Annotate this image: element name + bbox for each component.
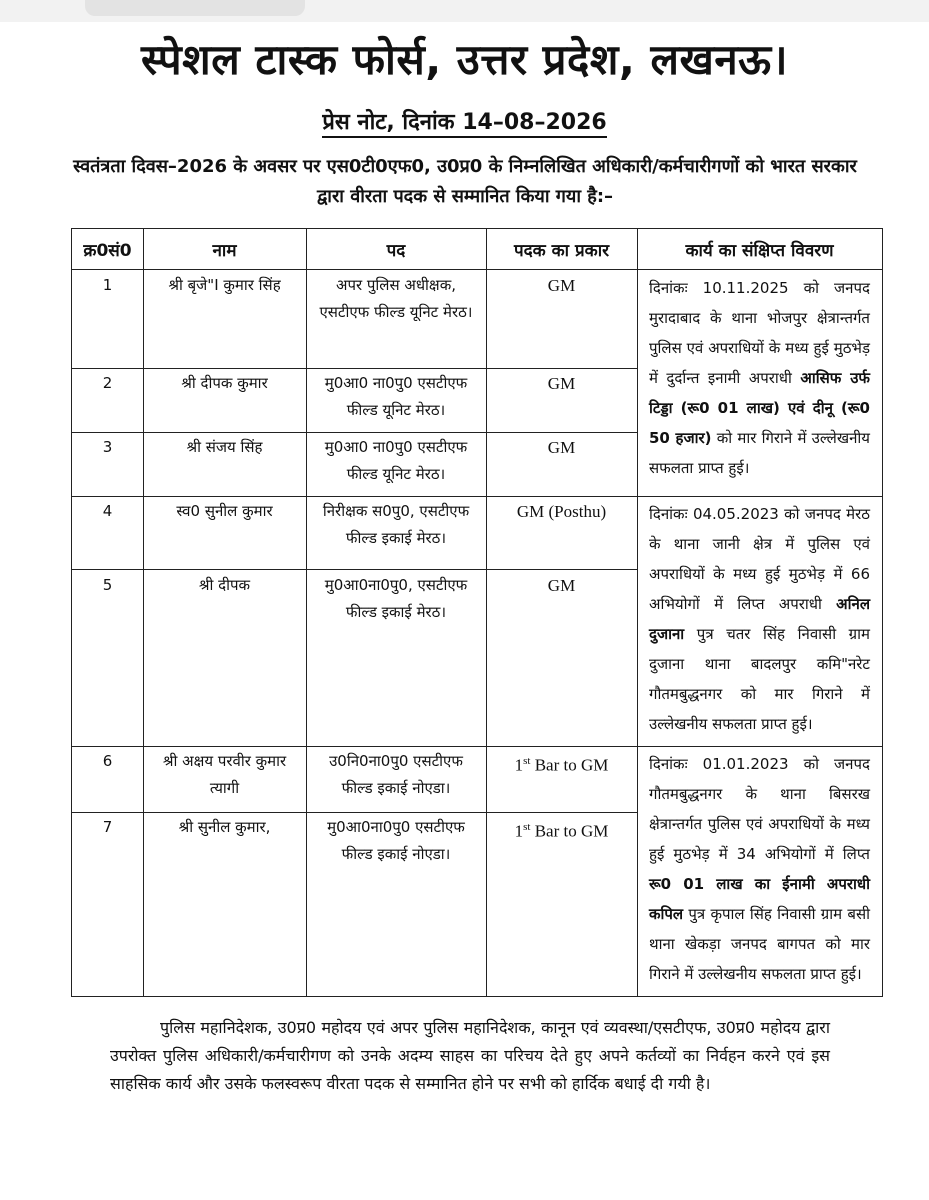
table-row-4-name: स्व0 सुनील कुमार (176, 502, 273, 520)
header-name: नाम (212, 240, 237, 261)
row-divider (72, 812, 637, 813)
table-row-7-medal (486, 814, 637, 845)
row-divider (72, 569, 637, 570)
table-row-7-name: श्री सुनील कुमार, (178, 818, 271, 836)
table-row-5-medal: GM (547, 576, 576, 595)
table-row-6-sno: 6 (102, 752, 113, 770)
table-row-7-post: मु0आ0ना0पु0 एसटीएफ फील्ड इकाई नोएडा। (327, 818, 465, 863)
description-text: को मार गिराने में उल्लेखनीय सफलता प्राप्त हुई। (649, 429, 871, 477)
medal-ordinal-suffix: st (523, 755, 531, 767)
table-row-6-post: उ0नि0ना0पु0 एसटीएफ फील्ड इकाई नोएडा। (329, 752, 463, 797)
table-row-2-name: श्री दीपक कुमार (181, 374, 268, 392)
header-desc: कार्य का संक्षिप्त विवरण (685, 240, 834, 261)
table-row-2-medal: GM (547, 374, 576, 393)
description-group-2 (637, 499, 882, 739)
table-row-7-sno: 7 (102, 818, 113, 836)
viewer-tab-handle[interactable] (85, 0, 305, 16)
press-note-text: प्रेस नोट, दिनांक 14–08–2026 (322, 110, 606, 138)
medal-ordinal-suffix: st (523, 821, 531, 833)
description-bold: अनिल दुजाना (649, 595, 870, 643)
description-group-3 (637, 749, 882, 989)
description-text: पुत्र कृपाल सिंह निवासी ग्राम बसी थाना खेकड़ा जनपद बागपत को मार गिराने में उल्लेखनीय सफलता प्राप्त हुई। (649, 905, 870, 983)
description-text: दिनांकः 04.05.2023 को जनपद मेरठ के थाना जानी क्षेत्र में पुलिस एवं अपराधियों के मध्य हुई मुठभेड़ में 66 अभियोगों में लिप्त अपराधी (649, 505, 870, 613)
table-row-3-sno: 3 (102, 438, 113, 456)
table-row-3-medal: GM (547, 438, 576, 457)
header-post: पद (386, 240, 406, 261)
table-row-1-medal: GM (547, 276, 576, 295)
table-row-3-name: श्री संजय सिंह (186, 438, 263, 456)
description-group-1 (637, 273, 882, 483)
table-row-2-sno: 2 (102, 374, 113, 392)
table-row-3-post: मु0आ0 ना0पु0 एसटीएफ फील्ड यूनिट मेरठ। (324, 438, 468, 483)
document-title: स्पेशल टास्क फोर्स, उत्तर प्रदेश, लखनऊ। (140, 35, 789, 84)
table-row-6-medal (486, 748, 637, 779)
table-row-5-name: श्री दीपक (198, 576, 251, 594)
table-row-6-name: श्री अक्षय परवीर कुमार त्यागी (162, 752, 287, 797)
table-row-4-post: निरीक्षक स0पु0, एसटीएफ फील्ड इकाई मेरठ। (322, 502, 470, 547)
table-row-4-sno: 4 (102, 502, 113, 520)
table-row-1-sno: 1 (102, 276, 113, 294)
closing-text: पुलिस महानिदेशक, उ0प्र0 महोदय एवं अपर पुलिस महानिदेशक, कानून एवं व्यवस्था/एसटीएफ, उ0प्र0 महोदय द्वारा उपरोक्त पुलिस अधिकारी/कर्मचारीगण को उनके अदम्य साहस का परिचय देते हुए अपने कर्तव्यों का निर्वहन करने एवं इस साहसिक कार्य और उसके फलस्वरूप वीरता पदक से सम्मानित होने पर सभी को हार्दिक बधाई दी गयी है। (110, 1018, 830, 1093)
awards-table (71, 228, 883, 997)
table-row-1-name: श्री बृजे"I कुमार सिंह (168, 276, 281, 294)
medal-type: Bar to GM (530, 755, 609, 775)
viewer-top-bar (0, 0, 929, 22)
table-row-5-post: मु0आ0ना0पु0, एसटीएफ फील्ड इकाई मेरठ। (324, 576, 468, 621)
description-bold: आसिफ उर्फ टिड्डा (रू0 01 लाख) एवं दीनू (रू0 50 हजार) (649, 369, 870, 447)
description-text: दिनांकः 01.01.2023 को जनपद गौतमबुद्धनगर के थाना बिसरख क्षेत्रान्तर्गत पुलिस एवं अपराधियों के मध्य हुई मुठभेड़ में 34 अभियोगों में लिप्त (649, 755, 870, 863)
header-sno: क्र0सं0 (83, 240, 132, 261)
medal-ordinal: 1 (514, 755, 524, 775)
description-text: दिनांकः 10.11.2025 को जनपद मुरादाबाद के थाना भोजपुर क्षेत्रान्तर्गत पुलिस एवं अपराधियों के मध्य हुई मुठभेड़ में दुर्दान्त इनामी अपराधी (649, 279, 870, 387)
row-divider (72, 368, 637, 369)
medal-type: Bar to GM (530, 821, 609, 841)
group-divider (72, 746, 882, 747)
table-row-4-medal: GM (Posthu) (516, 502, 607, 521)
closing-paragraph (110, 1014, 830, 1098)
table-row-2-post: मु0आ0 ना0पु0 एसटीएफ फील्ड यूनिट मेरठ। (324, 374, 468, 419)
description-bold: रू0 01 लाख का ईनामी अपराधी कपिल (649, 875, 870, 923)
intro-paragraph: स्वतंत्रता दिवस–2026 के अवसर पर एस0टी0एफ0, उ0प्र0 के निम्नलिखित अधिकारी/कर्मचारीगणों को भारत सरकार द्वारा वीरता पदक से सम्मानित किया गया है:– (73, 156, 857, 207)
table-row-5-sno: 5 (102, 576, 113, 594)
header-divider (72, 269, 882, 270)
group-divider (72, 496, 882, 497)
header-medal: पदक का प्रकार (513, 240, 610, 261)
press-note-heading (0, 106, 929, 136)
col-divider (143, 229, 144, 996)
medal-ordinal: 1 (514, 821, 524, 841)
row-divider (72, 432, 637, 433)
table-row-1-post: अपर पुलिस अधीक्षक, एसटीएफ फील्ड यूनिट मेरठ। (319, 276, 473, 321)
description-text: पुत्र चतर सिंह निवासी ग्राम दुजाना थाना बादलपुर कमि"नरेट गौतमबुद्धनगर को मार गिराने में उल्लेखनीय सफलता प्राप्त हुई। (649, 625, 870, 733)
col-divider (486, 229, 487, 996)
